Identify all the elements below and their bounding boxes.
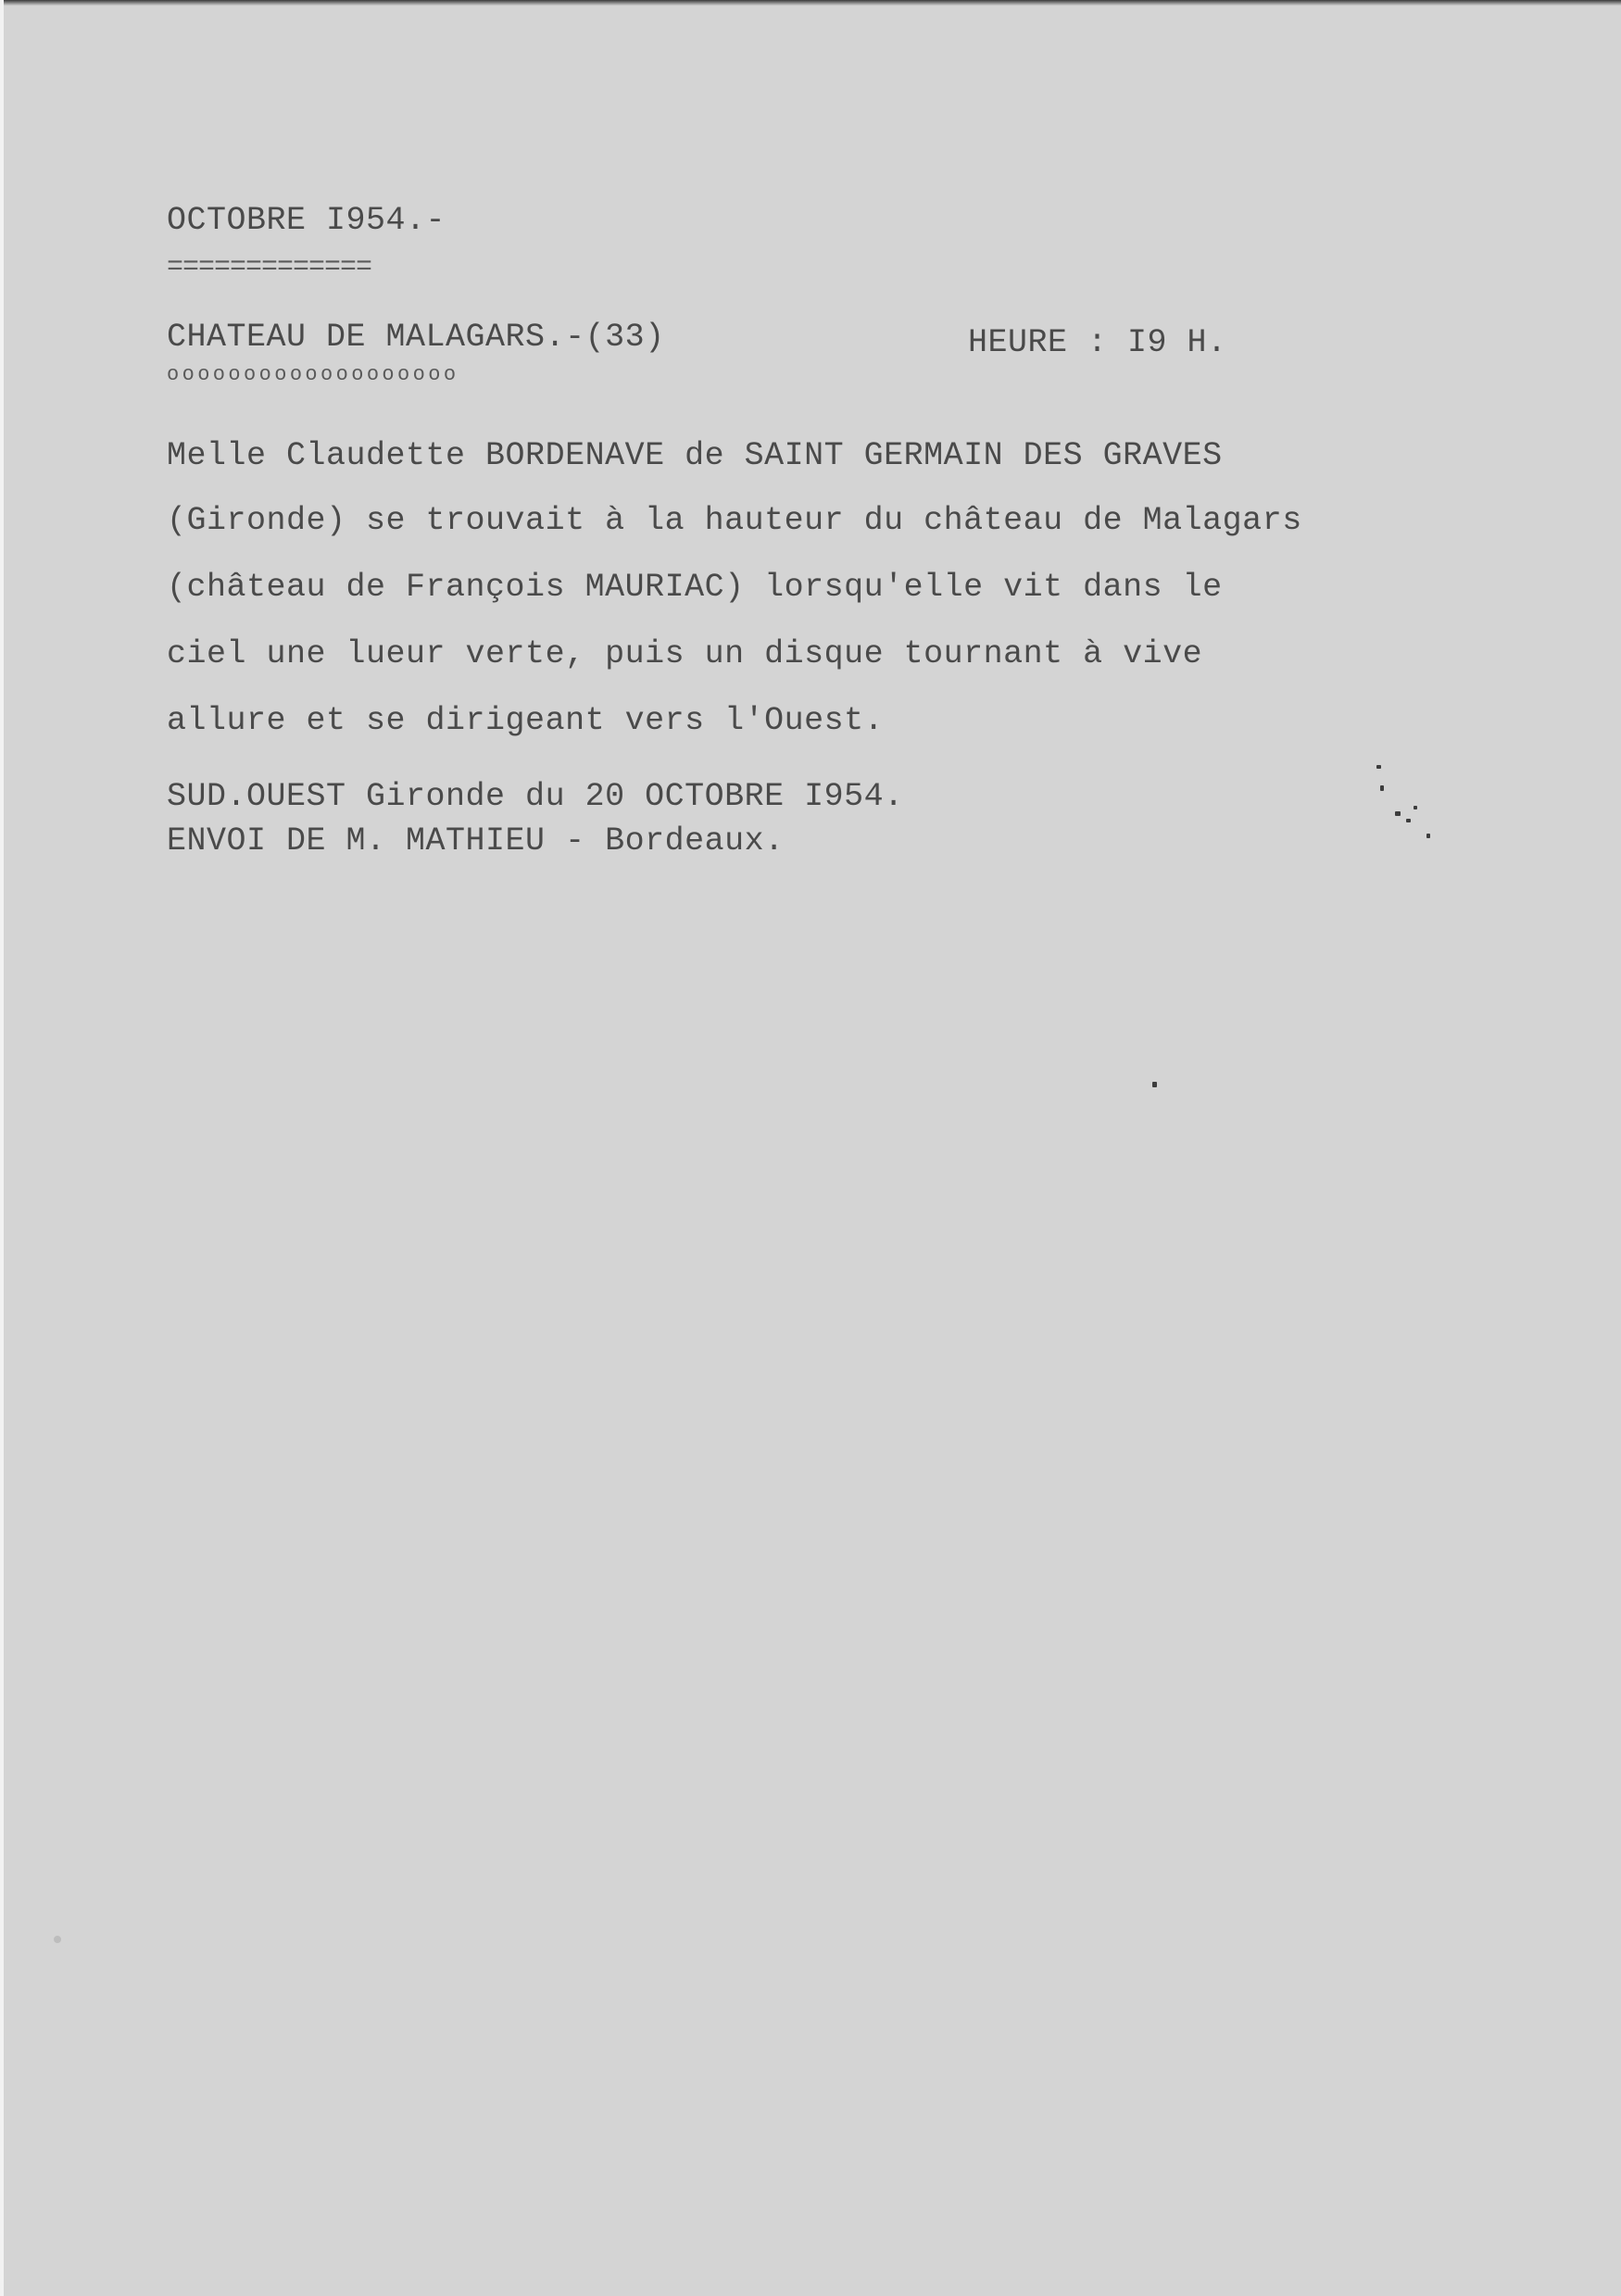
body-line-1: Melle Claudette BORDENAVE de SAINT GERMAIN DES GRAVES	[167, 437, 1223, 474]
ink-speck	[1380, 785, 1384, 791]
ink-speck	[1152, 1082, 1157, 1087]
document-title: OCTOBRE I954.-	[167, 202, 446, 239]
page-top-edge	[0, 0, 1621, 6]
title-underline: =============	[167, 252, 372, 283]
location-heading: CHATEAU DE MALAGARS.-(33)	[167, 319, 665, 356]
location-underline: ooooooooooooooooooo	[167, 363, 459, 386]
ink-speck	[1376, 765, 1381, 769]
source-citation: SUD.OUEST Gironde du 20 OCTOBRE I954.	[167, 778, 904, 815]
sender-line: ENVOI DE M. MATHIEU - Bordeaux.	[167, 822, 785, 859]
body-line-3: (château de François MAURIAC) lorsqu'elle vit dans le	[167, 569, 1223, 606]
body-line-2: (Gironde) se trouvait à la hauteur du château de Malagars	[167, 502, 1302, 539]
body-line-4: ciel une lueur verte, puis un disque tournant à vive	[167, 635, 1203, 672]
ink-speck	[54, 1936, 61, 1943]
time-heading: HEURE : I9 H.	[968, 324, 1227, 361]
body-line-5: allure et se dirigeant vers l'Ouest.	[167, 702, 885, 739]
ink-speck	[1406, 819, 1411, 822]
page-left-edge	[0, 0, 4, 2296]
ink-speck	[1395, 811, 1401, 816]
ink-speck	[1426, 834, 1430, 838]
ink-speck	[1414, 806, 1417, 809]
